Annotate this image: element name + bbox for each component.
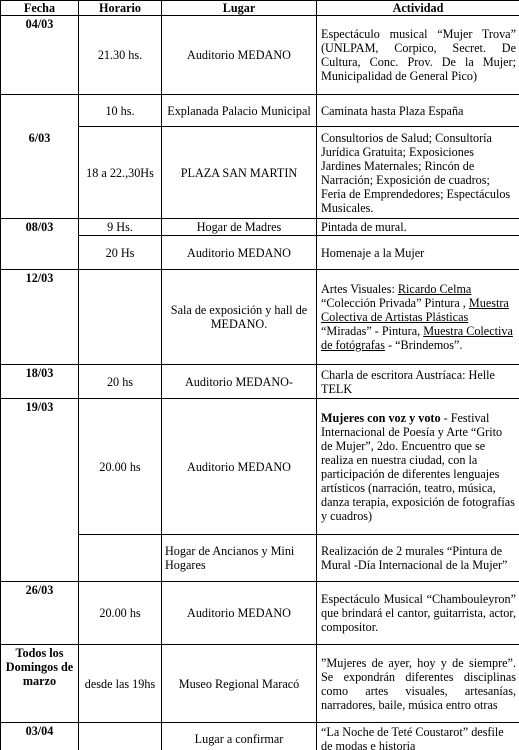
- cell-lugar: Hogar de Madres: [162, 219, 317, 236]
- cell-lugar: Auditorio MEDANO: [162, 399, 317, 535]
- underlined-run: Ricardo Celma: [397, 282, 472, 296]
- table-row: [1, 582, 519, 645]
- header-lugar: Lugar: [162, 1, 317, 16]
- cell-lugar: Auditorio MEDANO: [162, 236, 317, 270]
- cell-actividad: Espectáculo Musical “Chambouleyron” que brindará el cantor, guitarrista, actor, compositor.: [317, 582, 519, 645]
- table-row: [1, 365, 519, 399]
- cell-horario: 18 a 22.,30Hs: [79, 127, 162, 219]
- cell-fecha: 03/04: [1, 723, 79, 750]
- table-row: [1, 645, 519, 723]
- table-row: [1, 270, 519, 365]
- cell-horario: 20.00 hs: [79, 399, 162, 535]
- cell-actividad: “La Noche de Teté Coustarot” desfile de modas e historia: [317, 723, 519, 750]
- cell-actividad: Consultorios de Salud; Consultoría Jurídica Gratuita; Exposiciones Jardines Maternales; Rincón de Narración; Exposición de cuadros; Feria de Emprendedores; Espectáculos Musicales.: [317, 127, 519, 219]
- cell-fecha: Todos los Domingos de marzo: [1, 645, 79, 723]
- cell-horario-empty: [79, 270, 162, 365]
- cell-actividad: Caminata hasta Plaza España: [317, 95, 519, 127]
- underlined-run: Muestra Colectiva de Artistas Plásticas: [321, 296, 509, 324]
- text-run: - “Brindemos”.: [384, 338, 463, 352]
- cell-horario: 20 hs: [79, 365, 162, 399]
- table-row: [1, 399, 519, 535]
- table-header-row: [1, 1, 519, 16]
- cell-fecha: 26/03: [1, 582, 79, 645]
- cell-horario: 20.00 hs: [79, 582, 162, 645]
- cell-actividad: Pintada de mural.: [317, 219, 519, 236]
- cell-horario-empty: [79, 723, 162, 750]
- text-run: - Festival Internacional de Poesía y Arte “Grito de Mujer”, 2do. Encuentro que se realiza en nuestra ciudad, con la participación de diferentes lenguajes artísticos (narración, teatro, música, danza terapia, exposición de fotografías y cuadros): [321, 410, 515, 523]
- cell-actividad: ”Mujeres de ayer, hoy y de siempre”. Se expondrán diferentes disciplinas como artes visuales, artesanías, narradores, baile, música entro otras: [317, 645, 519, 723]
- cell-lugar: Auditorio MEDANO-: [162, 365, 317, 399]
- cell-horario: 20 Hs: [79, 236, 162, 270]
- cell-lugar: Auditorio MEDANO: [162, 16, 317, 95]
- header-horario: Horario: [79, 1, 162, 16]
- cell-horario-empty: [79, 535, 162, 582]
- cell-horario: 10 hs.: [79, 95, 162, 127]
- bold-run: Mujeres con voz y voto: [321, 410, 441, 425]
- table-row: [1, 127, 519, 219]
- cell-fecha: 18/03: [1, 365, 79, 399]
- table-row: [1, 535, 519, 582]
- table-row: [1, 236, 519, 270]
- text-run: “Colección Privada” Pintura ,: [321, 296, 469, 310]
- cell-actividad: Charla de escritora Austríaca: Helle TELK: [317, 365, 519, 399]
- cell-lugar: Explanada Palacio Municipal: [162, 95, 317, 127]
- header-fecha: Fecha: [1, 1, 79, 16]
- cell-fecha: 12/03: [1, 270, 79, 365]
- cell-actividad: [317, 399, 519, 535]
- cell-fecha: 6/03: [1, 95, 79, 219]
- cell-lugar: Hogar de Ancianos y Mini Hogares: [162, 535, 317, 582]
- text-run: “Miradas” - Pintura,: [321, 324, 424, 338]
- cell-fecha: 04/03: [1, 16, 79, 95]
- table-row: [1, 723, 519, 750]
- cell-actividad: [317, 270, 519, 365]
- cell-fecha: 19/03: [1, 399, 79, 582]
- cell-actividad: Espectáculo musical “Mujer Trova” (UNLPAM, Corpico, Secret. De Cultura, Conc. Prov. De la Mujer; Municipalidad de General Pico): [317, 16, 519, 95]
- table-row: [1, 219, 519, 236]
- text-run: Artes Visuales:: [321, 282, 398, 296]
- cell-horario: desde las 19hs: [79, 645, 162, 723]
- cell-lugar: PLAZA SAN MARTIN: [162, 127, 317, 219]
- table-row: [1, 95, 519, 127]
- cell-horario: 9 Hs.: [79, 219, 162, 236]
- cell-horario: 21.30 hs.: [79, 16, 162, 95]
- cell-fecha: 08/03: [1, 219, 79, 270]
- cell-lugar: Auditorio MEDANO: [162, 582, 317, 645]
- cell-actividad: Realización de 2 murales “Pintura de Mural -Día Internacional de la Mujer”: [317, 535, 519, 582]
- header-actividad: Actividad: [317, 1, 519, 16]
- cell-lugar: Sala de exposición y hall de MEDANO.: [162, 270, 317, 365]
- underlined-run: Muestra Colectiva de fotógrafas: [321, 324, 513, 352]
- cell-lugar: Museo Regional Maracó: [162, 645, 317, 723]
- cell-lugar: Lugar a confirmar: [162, 723, 317, 750]
- table-row: [1, 16, 519, 95]
- cell-actividad: Homenaje a la Mujer: [317, 236, 519, 270]
